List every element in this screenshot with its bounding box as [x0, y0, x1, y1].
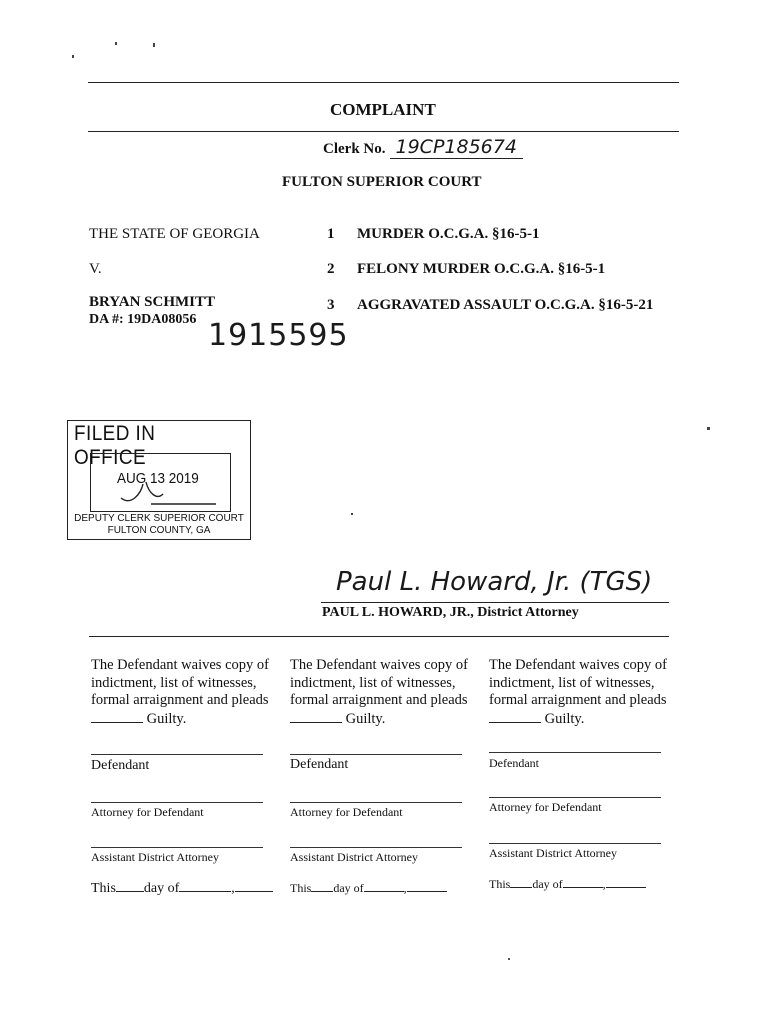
month-blank[interactable] — [179, 880, 231, 892]
stamp-line-1: DEPUTY CLERK SUPERIOR COURT — [74, 513, 244, 524]
charge-1-text: MURDER O.C.G.A. §16-5-1 — [357, 226, 540, 242]
top-rule — [88, 82, 679, 83]
plea-blank[interactable] — [91, 710, 143, 723]
scan-mark — [351, 513, 353, 515]
ada-signature-line[interactable] — [489, 843, 661, 844]
state-name: THE STATE OF GEORGIA — [89, 226, 260, 242]
scan-mark — [508, 958, 510, 960]
waiver-suffix: Guilty. — [345, 710, 386, 727]
clerk-number-row — [323, 136, 523, 159]
waiver-text: The Defendant waives copy of indictment, list of witnesses, formal arraignment and pleads — [91, 657, 269, 708]
ada-label: Assistant District Attorney — [489, 846, 617, 860]
year-blank[interactable] — [606, 876, 646, 888]
ada-label: Assistant District Attorney — [290, 850, 418, 864]
handwritten-number: 1915595 — [208, 318, 349, 353]
attorney-label: Attorney for Defendant — [290, 805, 403, 819]
ada-signature-line[interactable] — [91, 847, 263, 848]
court-name: FULTON SUPERIOR COURT — [282, 174, 482, 190]
date-line: This day of , — [290, 880, 447, 896]
section-rule — [89, 636, 669, 637]
scan-mark — [707, 427, 710, 430]
ada-label: Assistant District Attorney — [91, 850, 219, 864]
attorney-label: Attorney for Defendant — [489, 800, 602, 814]
da-signature-line — [321, 602, 669, 603]
month-blank[interactable] — [563, 876, 603, 888]
waiver-suffix: Guilty. — [146, 710, 187, 727]
defendant-signature-line[interactable] — [290, 754, 462, 755]
ada-signature-line[interactable] — [290, 847, 462, 848]
day-blank[interactable] — [510, 876, 532, 888]
defendant-name: BRYAN SCHMITT — [89, 294, 216, 310]
da-number: DA #: 19DA08056 — [89, 312, 197, 327]
date-line: This day of , — [91, 880, 273, 897]
title-rule — [88, 131, 679, 132]
clerk-label: Clerk No. — [323, 141, 386, 157]
scan-mark — [72, 55, 74, 58]
attorney-label: Attorney for Defendant — [91, 805, 204, 819]
charge-2-num: 2 — [327, 261, 335, 277]
stamp-date-box — [90, 453, 231, 512]
year-blank[interactable] — [235, 880, 273, 892]
clerk-number: 19CP185674 — [390, 136, 523, 159]
defendant-signature-line[interactable] — [91, 754, 263, 755]
defendant-signature-line[interactable] — [489, 752, 661, 753]
versus: V. — [89, 261, 102, 277]
day-blank[interactable] — [116, 880, 144, 892]
scan-mark — [153, 43, 155, 47]
month-blank[interactable] — [364, 880, 404, 892]
attorney-signature-line[interactable] — [91, 802, 263, 803]
defendant-label: Defendant — [290, 757, 349, 772]
waiver-column-1 — [91, 657, 281, 728]
charge-2-text: FELONY MURDER O.C.G.A. §16-5-1 — [357, 261, 606, 277]
waiver-text: The Defendant waives copy of indictment, list of witnesses, formal arraignment and pleads — [290, 657, 468, 708]
date-line: This day of , — [489, 876, 646, 892]
da-signature: Paul L. Howard, Jr. (TGS) — [336, 567, 653, 597]
waiver-column-2 — [290, 657, 480, 728]
scan-mark — [115, 42, 117, 45]
plea-blank[interactable] — [489, 710, 541, 723]
defendant-label: Defendant — [91, 758, 150, 773]
stamp-date: AUG 13 2019 — [117, 470, 199, 487]
charge-3-num: 3 — [327, 297, 335, 313]
year-blank[interactable] — [407, 880, 447, 892]
stamp-clerk-scribble — [91, 454, 230, 511]
filed-stamp — [67, 420, 251, 540]
document-title: COMPLAINT — [330, 100, 436, 119]
attorney-signature-line[interactable] — [489, 797, 661, 798]
attorney-signature-line[interactable] — [290, 802, 462, 803]
day-blank[interactable] — [311, 880, 333, 892]
charge-1-num: 1 — [327, 226, 335, 242]
stamp-line-2: FULTON COUNTY, GA — [107, 525, 211, 536]
plea-blank[interactable] — [290, 710, 342, 723]
waiver-text: The Defendant waives copy of indictment, list of witnesses, formal arraignment and pleads — [489, 657, 667, 708]
da-printed-name: PAUL L. HOWARD, JR., District Attorney — [322, 605, 579, 620]
waiver-column-3 — [489, 657, 679, 728]
defendant-label: Defendant — [489, 756, 539, 770]
charge-3-text: AGGRAVATED ASSAULT O.C.G.A. §16-5-21 — [357, 297, 654, 313]
stamp-heading: FILED IN OFFICE — [74, 422, 156, 469]
waiver-suffix: Guilty. — [544, 710, 585, 727]
